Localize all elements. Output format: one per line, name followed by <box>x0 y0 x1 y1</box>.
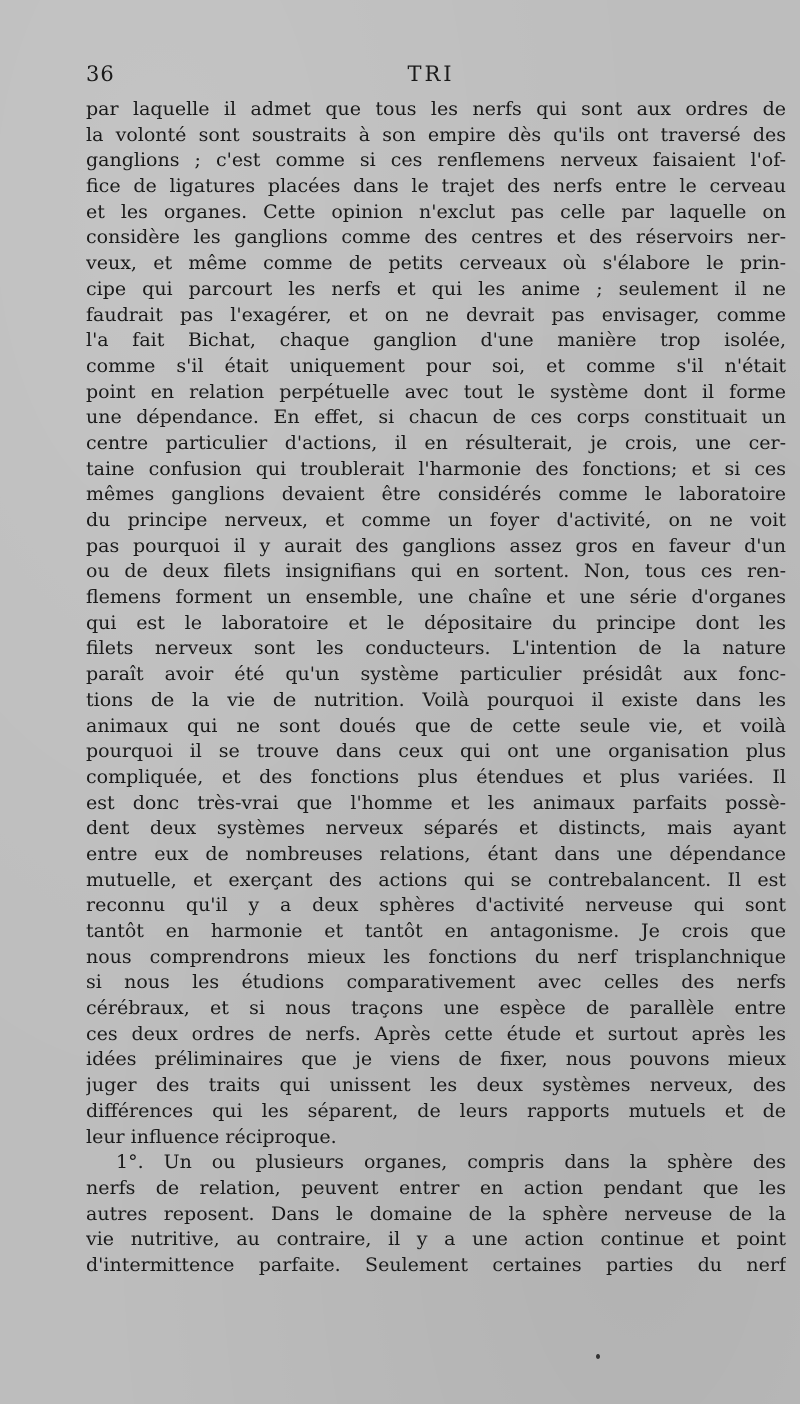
text-line: idées préliminaires que je viens de fixer, nous pouvons mieux <box>86 1048 786 1071</box>
text-line: fice de ligatures placées dans le trajet des nerfs entre le cerveau <box>86 175 786 198</box>
text-line: nous comprendrons mieux les fonctions du nerf trisplanchnique <box>86 945 786 968</box>
text-line: par laquelle il admet que tous les nerfs qui sont aux ordres de <box>86 98 786 120</box>
text-line: ces deux ordres de nerfs. Après cette étude et surtout après les <box>86 1022 786 1045</box>
text-line: pourquoi il se trouve dans ceux qui ont une organisation plus <box>86 740 786 763</box>
text-line: veux, et même comme de petits cerveaux où s'élabore le prin- <box>86 252 786 275</box>
text-line: cérébraux, et si nous traçons une espèce de parallèle entre <box>86 997 786 1020</box>
text-line: faudrait pas l'exagérer, et on ne devrait pas envisager, comme <box>86 303 786 326</box>
text-line: compliquée, et des fonctions plus étendues et plus variées. Il <box>86 765 786 788</box>
text-line: point en relation perpétuelle avec tout le système dont il forme <box>86 380 786 403</box>
text-line: filets nerveux sont les conducteurs. L'intention de la nature <box>86 637 786 660</box>
text-line: 1°. Un ou plusieurs organes, compris dans la sphère des <box>116 1151 786 1174</box>
text-line: flemens forment un ensemble, une chaîne et une série d'organes <box>86 586 786 609</box>
text-line: mutuelle, et exerçant des actions qui se contrebalancent. Il est <box>86 868 786 891</box>
text-line: qui est le laboratoire et le dépositaire du principe dont les <box>86 611 786 634</box>
text-line: mêmes ganglions devaient être considérés comme le laboratoire <box>86 483 786 506</box>
text-line: vie nutritive, au contraire, il y a une action continue et point <box>86 1228 786 1251</box>
text-line: juger des traits qui unissent les deux systèmes nerveux, des <box>86 1074 786 1097</box>
text-line: ganglions ; c'est comme si ces renflemens nerveux faisaient l'of- <box>86 149 786 172</box>
text-line: cipe qui parcourt les nerfs et qui les anime ; seulement il ne <box>86 277 786 300</box>
text-line: d'intermittence parfaite. Seulement certaines parties du nerf <box>86 1253 786 1276</box>
text-line: tantôt en harmonie et tantôt en antagonisme. Je crois que <box>86 920 786 942</box>
text-line: nerfs de relation, peuvent entrer en action pendant que les <box>86 1176 786 1199</box>
text-line: leur influence réciproque. <box>86 1125 337 1148</box>
running-head <box>86 62 776 92</box>
text-line: du principe nerveux, et comme un foyer d'activité, on ne voit <box>86 509 786 531</box>
text-line: pas pourquoi il y aurait des ganglions assez gros en faveur d'un <box>86 534 786 557</box>
text-line: centre particulier d'actions, il en résulterait, je crois, une cer- <box>86 431 786 454</box>
text-line: entre eux de nombreuses relations, étant dans une dépendance <box>86 842 786 865</box>
text-line: une dépendance. En effet, si chacun de ces corps constituait un <box>86 406 786 429</box>
text-line: dent deux systèmes nerveux séparés et distincts, mais ayant <box>86 817 786 840</box>
text-line: si nous les étudions comparativement avec celles des nerfs <box>86 971 786 994</box>
text-line: ou de deux filets insignifians qui en sortent. Non, tous ces ren- <box>86 560 786 583</box>
running-title: TRI <box>407 62 455 86</box>
text-line: considère les ganglions comme des centres et des réservoirs ner- <box>86 226 786 249</box>
text-line: l'a fait Bichat, chaque ganglion d'une manière trop isolée, <box>86 329 786 352</box>
ink-speck <box>596 1354 600 1359</box>
text-line: reconnu qu'il y a deux sphères d'activité nerveuse qui sont <box>86 894 786 917</box>
text-line: la volonté sont soustraits à son empire dès qu'ils ont traversé des <box>86 123 786 146</box>
body-text <box>86 97 786 1279</box>
text-line: animaux qui ne sont doués que de cette seule vie, et voilà <box>86 714 786 737</box>
text-line: paraît avoir été qu'un système particulier présidât aux fonc- <box>86 663 786 686</box>
text-line: comme s'il était uniquement pour soi, et comme s'il n'était <box>86 354 786 377</box>
text-line: autres reposent. Dans le domaine de la sphère nerveuse de la <box>86 1202 786 1225</box>
text-line: tions de la vie de nutrition. Voilà pourquoi il existe dans les <box>86 688 786 711</box>
text-line: est donc très-vrai que l'homme et les animaux parfaits possè- <box>86 791 786 814</box>
text-line: taine confusion qui troublerait l'harmonie des fonctions; et si ces <box>86 457 786 480</box>
page-number: 36 <box>86 62 115 86</box>
text-line: et les organes. Cette opinion n'exclut pas celle par laquelle on <box>86 200 786 223</box>
text-line: différences qui les séparent, de leurs rapports mutuels et de <box>86 1099 786 1122</box>
